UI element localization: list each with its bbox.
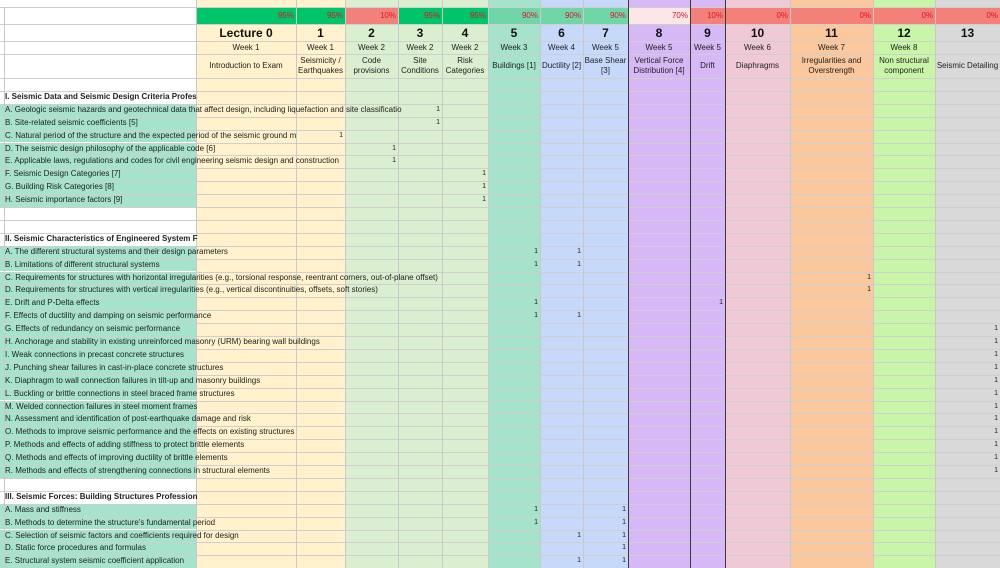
lecture-12-week[interactable]: Week 8 xyxy=(890,43,918,52)
column-gridline xyxy=(398,0,399,568)
topic-row-label[interactable]: C. Selection of seismic factors and coefficients required for design xyxy=(5,530,239,540)
coverage-mark-cell[interactable]: 1 xyxy=(534,505,538,513)
lecture-10-progress-percent[interactable]: 0% xyxy=(725,7,790,24)
lecture-1-title[interactable]: Seismicity / Earthquakes xyxy=(298,56,343,75)
coverage-mark-cell[interactable]: 1 xyxy=(994,415,998,423)
topic-row-label[interactable]: F. Seismic Design Categories [7] xyxy=(5,169,121,179)
row-gridline xyxy=(0,194,1000,195)
coverage-mark-cell[interactable]: 1 xyxy=(622,531,626,539)
lecture-8-week[interactable]: Week 5 xyxy=(645,43,673,52)
coverage-mark-cell[interactable]: 1 xyxy=(482,196,486,204)
section-heading[interactable]: I. Seismic Data and Seismic Design Criteria Profes xyxy=(5,91,197,101)
column-gridline xyxy=(540,0,541,568)
row-gridline xyxy=(0,478,1000,479)
topic-row-label[interactable]: B. Methods to determine the structure's fundamental period xyxy=(5,517,216,527)
coverage-mark-cell[interactable]: 1 xyxy=(994,454,998,462)
lecture-13-title[interactable]: Seismic Detailing xyxy=(936,61,999,70)
section-heading[interactable]: III. Seismic Forces: Building Structures Profession xyxy=(5,491,198,501)
coverage-mark-cell[interactable]: 1 xyxy=(994,402,998,410)
column-gridline xyxy=(488,0,489,568)
lecture-2-week[interactable]: Week 2 xyxy=(358,43,385,52)
lecture-10-number[interactable]: 10 xyxy=(750,26,765,40)
coverage-mark-cell[interactable]: 1 xyxy=(534,247,538,255)
header-gridline-2 xyxy=(0,41,1000,42)
lecture-1-number[interactable]: 1 xyxy=(317,26,324,40)
coverage-mark-cell[interactable]: 1 xyxy=(994,363,998,371)
lecture-13-week[interactable] xyxy=(935,41,1000,54)
lecture-2-title[interactable]: Code provisions xyxy=(353,56,390,75)
topic-row-label[interactable]: H. Anchorage and stability in existing unreinforced masonry (URM) bearing wall buildings xyxy=(5,337,320,346)
column-gridline xyxy=(873,0,874,568)
lecture-10-title[interactable]: Diaphragms xyxy=(735,61,780,70)
coverage-mark-cell[interactable]: 1 xyxy=(622,557,626,565)
lecture-12-title[interactable]: Non structural component xyxy=(879,56,929,75)
lecture-0-week[interactable]: Week 1 xyxy=(232,43,260,52)
row-gridline xyxy=(0,117,1000,118)
coverage-mark-cell[interactable]: 1 xyxy=(994,441,998,449)
row-gridline xyxy=(0,504,1000,505)
lecture-4-title[interactable]: Risk Categories xyxy=(445,56,485,75)
lecture-6-week[interactable]: Week 4 xyxy=(548,43,575,52)
column-gridline xyxy=(790,0,791,568)
coverage-mark-cell[interactable]: 1 xyxy=(994,467,998,474)
topic-row-label[interactable]: J. Punching shear failures in cast-in-place concrete structures xyxy=(5,362,224,372)
coverage-mark-cell[interactable]: 1 xyxy=(577,531,581,539)
topic-row-label[interactable]: B. Limitations of different structural systems xyxy=(5,259,160,269)
lecture-4-number[interactable]: 4 xyxy=(461,26,469,40)
topic-row-label[interactable]: E. Applicable laws, regulations and codes for civil engineering seismic design and construction xyxy=(5,156,339,166)
topic-row-label[interactable]: E. Drift and P-Delta effects xyxy=(5,298,100,308)
coverage-mark-cell[interactable]: 1 xyxy=(867,286,871,294)
coverage-mark-cell[interactable]: 1 xyxy=(867,273,871,281)
coverage-mark-cell[interactable]: 1 xyxy=(534,299,538,307)
lecture-6-number[interactable]: 6 xyxy=(558,26,565,40)
coverage-mark-cell[interactable]: 1 xyxy=(534,312,538,320)
column-gridline xyxy=(725,0,726,568)
row-gridline xyxy=(0,297,1000,298)
topic-row-label[interactable]: I. Weak connections in precast concrete structures xyxy=(5,349,185,359)
header-gridline-1 xyxy=(0,24,1000,25)
lecture-1-progress-percent[interactable]: 95% xyxy=(296,7,345,24)
topic-row-label[interactable]: R. Methods and effects of strengthening connections in structural elements xyxy=(5,466,270,475)
lecture-7-week[interactable]: Week 5 xyxy=(592,43,619,52)
coverage-mark-cell[interactable]: 1 xyxy=(994,338,998,345)
topic-row-label[interactable]: H. Seismic importance factors [9] xyxy=(5,195,123,205)
lecture-10-week[interactable]: Week 6 xyxy=(744,43,771,52)
coverage-mark-cell[interactable]: 1 xyxy=(577,247,581,255)
coverage-mark-cell[interactable]: 1 xyxy=(482,170,486,178)
topic-row-label[interactable]: G. Building Risk Categories [8] xyxy=(5,182,114,192)
topic-row-label[interactable]: O. Methods to improve seismic performance and the effects on existing structures xyxy=(5,427,295,437)
coverage-mark-cell[interactable]: 1 xyxy=(994,350,998,358)
coverage-mark-cell[interactable]: 1 xyxy=(339,131,343,139)
column-gridline xyxy=(690,0,691,568)
lecture-6-progress-percent[interactable]: 90% xyxy=(540,7,583,24)
topic-row-label[interactable]: G. Effects of redundancy on seismic performance xyxy=(5,324,181,334)
row-gridline xyxy=(0,207,1000,208)
lecture-4-progress-percent[interactable]: 95% xyxy=(442,7,488,24)
coverage-mark-cell[interactable]: 1 xyxy=(577,260,581,268)
topic-row-label[interactable]: B. Site-related seismic coefficients [5] xyxy=(5,117,138,127)
coverage-mark-cell[interactable]: 1 xyxy=(622,505,626,513)
coverage-mark-cell[interactable]: 1 xyxy=(534,518,538,526)
topic-row-label[interactable]: A. Mass and stiffness xyxy=(5,504,81,514)
column-gridline xyxy=(628,0,629,568)
coverage-mark-cell[interactable]: 1 xyxy=(392,157,396,165)
lecture-3-title[interactable]: Site Conditions xyxy=(401,56,439,75)
topic-row-label[interactable]: D. The seismic design philosophy of the applicable code [6] xyxy=(5,143,216,153)
coverage-mark-cell[interactable]: 1 xyxy=(622,518,626,526)
lecture-3-week[interactable]: Week 2 xyxy=(406,43,434,52)
topic-row-label[interactable]: L. Buckling or brittle connections in steel braced frame structures xyxy=(5,388,235,398)
lecture-12-number[interactable]: 12 xyxy=(897,26,911,40)
coverage-mark-cell[interactable]: 1 xyxy=(436,105,440,113)
lecture-9-progress-percent[interactable]: 10% xyxy=(690,7,725,24)
topic-row-label[interactable]: F. Effects of ductility and damping on seismic performance xyxy=(5,311,212,321)
lecture-7-title[interactable]: Base Shear [3] xyxy=(584,56,627,75)
lecture-9-week[interactable]: Week 5 xyxy=(694,43,721,52)
coverage-mark-cell[interactable]: 1 xyxy=(994,376,998,384)
coverage-mark-cell[interactable]: 1 xyxy=(577,557,581,565)
lecture-0-title[interactable]: Introduction to Exam xyxy=(209,61,283,70)
coverage-mark-cell[interactable]: 1 xyxy=(622,544,626,552)
lecture-8-progress-percent[interactable]: 70% xyxy=(628,7,690,24)
lecture-12-progress-percent[interactable]: 0% xyxy=(873,7,935,24)
lecture-5-week[interactable]: Week 3 xyxy=(500,43,528,52)
lecture-11-week[interactable]: Week 7 xyxy=(818,43,845,52)
lecture-0-number[interactable]: Lecture 0 xyxy=(219,26,273,40)
row-gridline xyxy=(0,220,1000,221)
lecture-5-number[interactable]: 5 xyxy=(510,26,518,40)
coverage-mark-cell[interactable]: 1 xyxy=(994,428,998,436)
lecture-8-title[interactable]: Vertical Force Distribution [4] xyxy=(633,56,685,75)
coverage-mark-cell[interactable]: 1 xyxy=(994,389,998,397)
topic-row-label[interactable]: D. Static force procedures and formulas xyxy=(5,543,146,553)
topic-row-label[interactable]: A. Geologic seismic hazards and geotechnical data that affect design, including liquefaction and site classificatio xyxy=(5,104,402,114)
column-gridline xyxy=(935,0,936,568)
topic-row-label[interactable]: E. Structural system seismic coefficient application xyxy=(5,556,185,566)
lecture-6-title[interactable]: Ductility [2] xyxy=(541,61,582,70)
topic-row-label[interactable]: N. Assessment and identification of post-earthquake damage and risk xyxy=(5,414,251,424)
topic-row-label[interactable]: C. Requirements for structures with horizontal irregularities (e.g., torsional response, reentrant corners, out-of-plane offset) xyxy=(5,272,438,282)
lecture-9-title[interactable]: Drift xyxy=(700,61,715,70)
section-heading[interactable]: II. Seismic Characteristics of Engineered System F xyxy=(5,233,198,243)
column-gridline xyxy=(583,0,584,568)
coverage-mark-cell[interactable]: 1 xyxy=(534,260,538,268)
row-gridline xyxy=(0,181,1000,182)
lecture-1-week[interactable]: Week 1 xyxy=(307,43,334,52)
coverage-mark-cell[interactable]: 1 xyxy=(482,183,486,191)
coverage-mark-cell[interactable]: 1 xyxy=(719,299,723,307)
topic-row-label[interactable]: A. The different structural systems and their design parameters xyxy=(5,246,228,256)
lecture-11-progress-percent[interactable]: 0% xyxy=(790,7,873,24)
header-gridline-0 xyxy=(0,7,1000,8)
lecture-13-number[interactable]: 13 xyxy=(960,26,975,40)
lecture-0-progress-percent[interactable]: 95% xyxy=(196,7,296,24)
lecture-2-number[interactable]: 2 xyxy=(368,26,375,40)
coverage-mark-cell[interactable]: 1 xyxy=(577,312,581,320)
topic-row-label[interactable]: P. Methods and effects of adding stiffness to protect brittle elements xyxy=(5,440,245,450)
lecture-5-progress-percent[interactable]: 90% xyxy=(488,7,540,24)
column-gridline xyxy=(442,0,443,568)
lecture-8-number[interactable]: 8 xyxy=(655,26,663,40)
lecture-11-title[interactable]: Irregularities and Overstrength xyxy=(801,56,862,75)
lecture-3-progress-percent[interactable]: 95% xyxy=(398,7,442,24)
header-gridline-3 xyxy=(0,54,1000,55)
coverage-mark-cell[interactable]: 1 xyxy=(436,118,440,126)
lecture-3-number[interactable]: 3 xyxy=(416,26,424,40)
topic-row-label[interactable]: M. Welded connection failures in steel moment frames xyxy=(5,401,198,411)
lecture-2-progress-percent[interactable]: 10% xyxy=(345,7,398,24)
lecture-13-progress-percent[interactable]: 0% xyxy=(935,7,1000,24)
lecture-11-number[interactable]: 11 xyxy=(825,26,838,40)
row-gridline xyxy=(0,168,1000,169)
lecture-4-week[interactable]: Week 2 xyxy=(451,43,479,52)
coverage-mark-cell[interactable]: 1 xyxy=(392,144,396,152)
header-gridline-4 xyxy=(0,78,1000,79)
lecture-9-number[interactable]: 9 xyxy=(704,26,711,40)
topic-row-label[interactable]: Q. Methods and effects of improving ductility of brittle elements xyxy=(5,453,228,463)
topic-row-label[interactable]: K. Diaphragm to wall connection failures in tilt-up and masonry buildings xyxy=(5,375,261,385)
topic-row-label[interactable]: D. Requirements for structures with vertical irregularities (e.g., vertical discontinuities, offsets, soft stories) xyxy=(5,285,378,295)
row-gridline xyxy=(0,542,1000,543)
topic-row-label[interactable]: C. Natural period of the structure and the expected period of the seismic ground m xyxy=(5,130,297,140)
lecture-7-number[interactable]: 7 xyxy=(602,26,609,40)
lecture-7-progress-percent[interactable]: 90% xyxy=(583,7,628,24)
lecture-5-title[interactable]: Buildings [1] xyxy=(492,61,536,70)
coverage-mark-cell[interactable]: 1 xyxy=(994,325,998,333)
